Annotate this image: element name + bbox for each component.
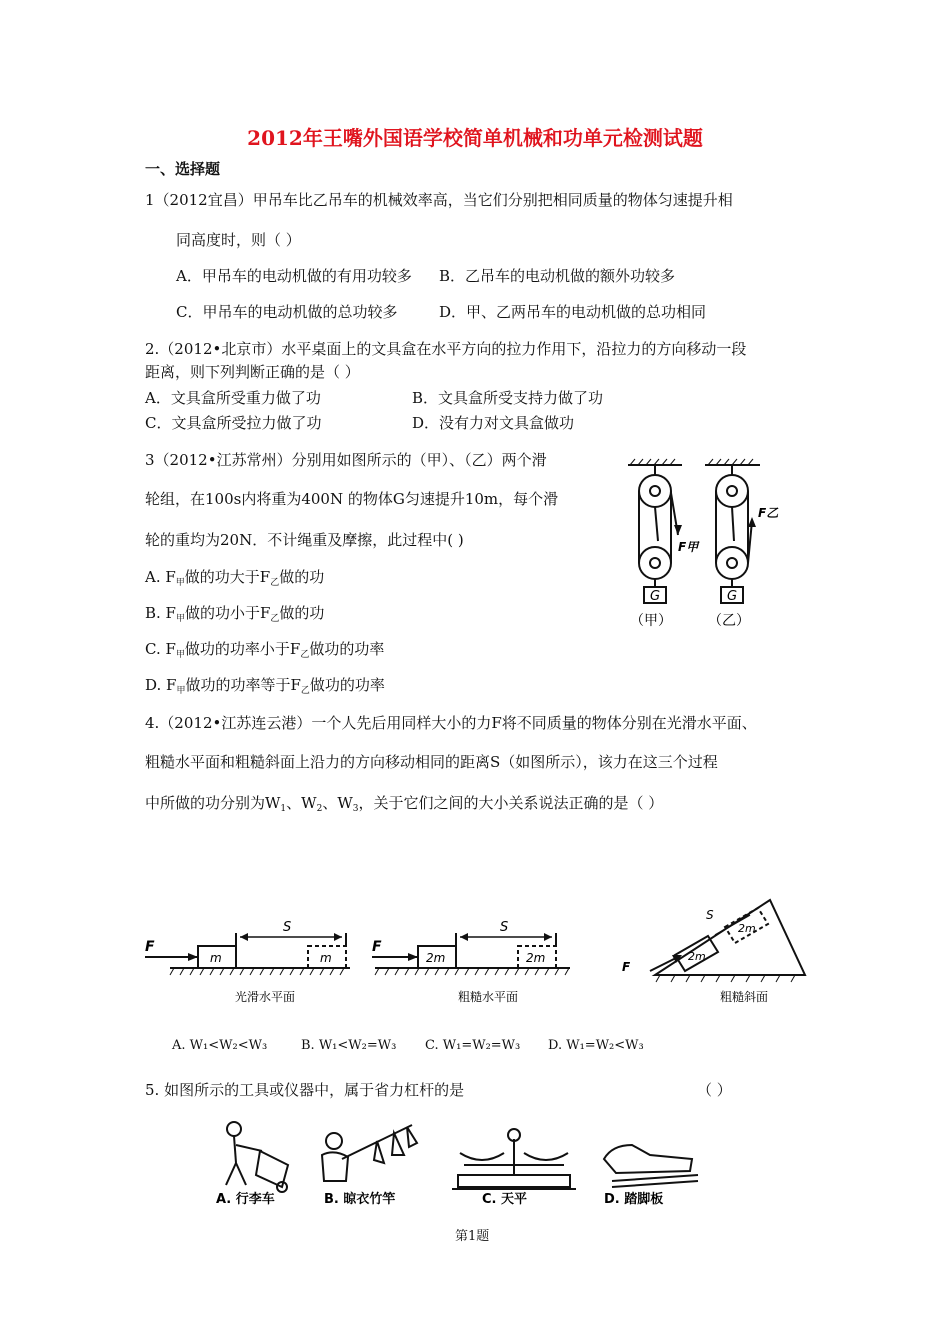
mass-label-2: 2m [426, 951, 446, 965]
q1-line1: 1（2012宜昌）甲吊车比乙吊车的机械效率高，当它们分别把相同质量的物体匀速提升相 [145, 191, 733, 209]
work-diagram [140, 895, 820, 1010]
q3-option-b: B. $F_甲$做的功小于$F_乙$做的功 [145, 604, 325, 624]
q3-option-d: D. $F_甲$做功的功率等于$F_乙$做功的功率 [145, 676, 385, 696]
tool-label-c: C. 天平 [482, 1192, 528, 1207]
q5-answer-paren: （ ） [697, 1081, 732, 1099]
q2-line1: 2.（2012•北京市）水平桌面上的文具盒在水平方向的拉力作用下，沿拉力的方向移动一段 [145, 340, 747, 358]
q1-line2: 同高度时，则（ ） [176, 231, 301, 249]
q1-option-c: C．甲吊车的电动机做的总功较多 [176, 303, 398, 321]
q4-line1: 4.（2012•江苏连云港）一个人先后用同样大小的力F将不同质量的物体分别在光滑水平面、 [145, 714, 757, 732]
q4-option-b: B. W₁<W₂=W₃ [301, 1038, 397, 1053]
q5-line: 5. 如图所示的工具或仪器中，属于省力杠杆的是 [145, 1081, 465, 1099]
q2-option-c: C．文具盒所受拉力做了功 [145, 414, 322, 432]
q3-option-a: A. $F_甲$做的功大于$F_乙$做的功 [145, 568, 325, 588]
mass-label-2-moved: 2m [526, 951, 546, 965]
mass-label-3-moved: 2m [738, 922, 756, 935]
q1-option-b: B．乙吊车的电动机做的额外功较多 [439, 267, 676, 285]
q3-line3: 轮的重均为20N．不计绳重及摩擦，此过程中( ) [145, 531, 464, 549]
caption-slope: 粗糙斜面 [720, 990, 769, 1004]
caption-smooth: 光滑水平面 [235, 990, 296, 1004]
q3-line1: 3（2012•江苏常州）分别用如图所示的（甲）、（乙）两个滑 [145, 451, 547, 469]
q3-line2: 轮组，在100s内将重为400N 的物体G匀速提升10m，每个滑 [145, 490, 559, 508]
pulley-caption-yi: （乙） [708, 613, 750, 629]
pulley-diagram [620, 455, 790, 630]
q4-line2: 粗糙水平面和粗糙斜面上沿力的方向移动相同的距离S（如图所示），该力在这三个过程 [145, 753, 718, 771]
q1-option-a: A．甲吊车的电动机做的有用功较多 [176, 267, 412, 285]
q2-line2: 距离，则下列判断正确的是（ ） [145, 363, 360, 381]
section-heading: 一、选择题 [145, 160, 221, 178]
page-title: 2012年王嘴外国语学校简单机械和功单元检测试题 [247, 126, 703, 150]
figure-caption: 第1题 [455, 1229, 490, 1244]
pulley-caption-jia: （甲） [630, 613, 672, 629]
q4-option-c: C. W₁=W₂=W₃ [425, 1038, 521, 1053]
distance-label-2: S [500, 920, 509, 935]
pulley-g-label-yi: G [727, 589, 738, 604]
q3-option-c: C. $F_甲$做功的功率小于$F_乙$做功的功率 [145, 640, 385, 660]
force-label-yi: F乙 [758, 506, 779, 520]
caption-rough: 粗糙水平面 [458, 990, 519, 1004]
q2-option-d: D．没有力对文具盒做功 [412, 414, 575, 432]
force-label-1: F [145, 939, 155, 955]
mass-label-1-moved: m [320, 951, 332, 965]
tool-label-b: B. 晾衣竹竿 [324, 1192, 396, 1207]
force-label-jia: F甲 [678, 540, 699, 554]
lever-tools-figure [212, 1115, 712, 1210]
tool-label-a: A. 行李车 [216, 1192, 275, 1207]
distance-label-3: S [706, 908, 714, 922]
q2-option-a: A．文具盒所受重力做了功 [145, 389, 321, 407]
distance-label-1: S [283, 920, 292, 935]
q4-option-a: A. W₁<W₂<W₃ [172, 1038, 268, 1053]
mass-label-3: 2m [688, 950, 706, 963]
q4-line3: 中所做的功分别为$W_1$、$W_2$、$W_3$，关于它们之间的大小关系说法正确的是（ ） [145, 794, 664, 814]
force-label-2: F [372, 939, 382, 955]
pulley-g-label-jia: G [650, 589, 661, 604]
mass-label-1: m [210, 951, 222, 965]
force-label-3: F [622, 960, 631, 974]
q1-option-d: D．甲、乙两吊车的电动机做的总功相同 [439, 303, 707, 321]
q2-option-b: B．文具盒所受支持力做了功 [412, 389, 604, 407]
q4-option-d: D. W₁=W₂<W₃ [548, 1038, 644, 1053]
tool-label-d: D. 踏脚板 [604, 1192, 664, 1207]
